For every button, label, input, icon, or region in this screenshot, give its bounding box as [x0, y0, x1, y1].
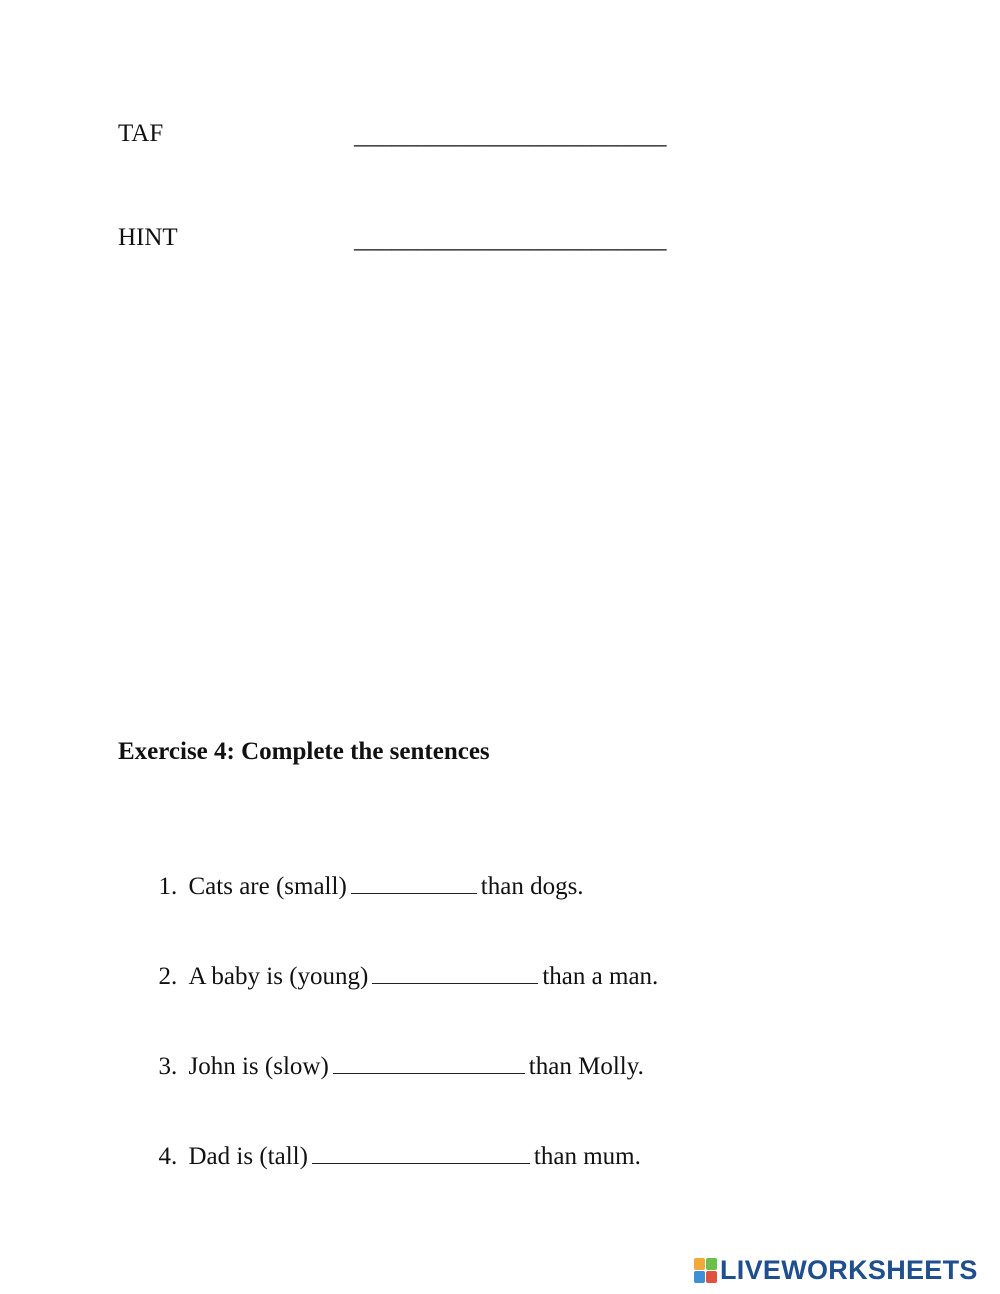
item-prompt: A baby is (young) [188, 963, 369, 990]
exercise-item [146, 1021, 644, 1082]
logo-square [694, 1258, 705, 1270]
item-number: 2. [158, 963, 178, 990]
logo-square [694, 1271, 705, 1283]
liveworksheets-logo [694, 1256, 978, 1284]
vocab-answer-line-hint[interactable]: _________________________ [354, 226, 667, 253]
vocab-word-taf: TAF [118, 120, 164, 147]
exercise-heading: Exercise 4: Complete the sentences [118, 738, 490, 765]
vocab-word-hint: HINT [118, 224, 178, 251]
logo-text: LIVEWORKSHEETS [720, 1254, 978, 1285]
item-number: 3. [158, 1053, 178, 1080]
answer-blank[interactable] [333, 1051, 525, 1074]
exercise-item [146, 931, 658, 992]
logo-square [706, 1271, 717, 1283]
item-prompt: John is (slow) [188, 1053, 329, 1080]
item-prompt: Cats are (small) [188, 873, 347, 900]
logo-square [706, 1258, 717, 1270]
vocab-answer-line-taf[interactable]: _________________________ [354, 122, 667, 149]
item-ending: than mum. [533, 1143, 641, 1170]
item-ending: than a man. [542, 963, 659, 990]
item-number: 4. [158, 1143, 178, 1170]
item-prompt: Dad is (tall) [188, 1143, 308, 1170]
exercise-item [146, 841, 584, 902]
item-ending: than dogs. [480, 873, 584, 900]
item-number: 1. [158, 873, 178, 900]
answer-blank[interactable] [372, 961, 538, 984]
logo-mark-icon [694, 1258, 717, 1283]
exercise-item [146, 1111, 641, 1172]
answer-blank[interactable] [312, 1141, 530, 1164]
item-ending: than Molly. [528, 1053, 644, 1080]
answer-blank[interactable] [351, 871, 477, 894]
